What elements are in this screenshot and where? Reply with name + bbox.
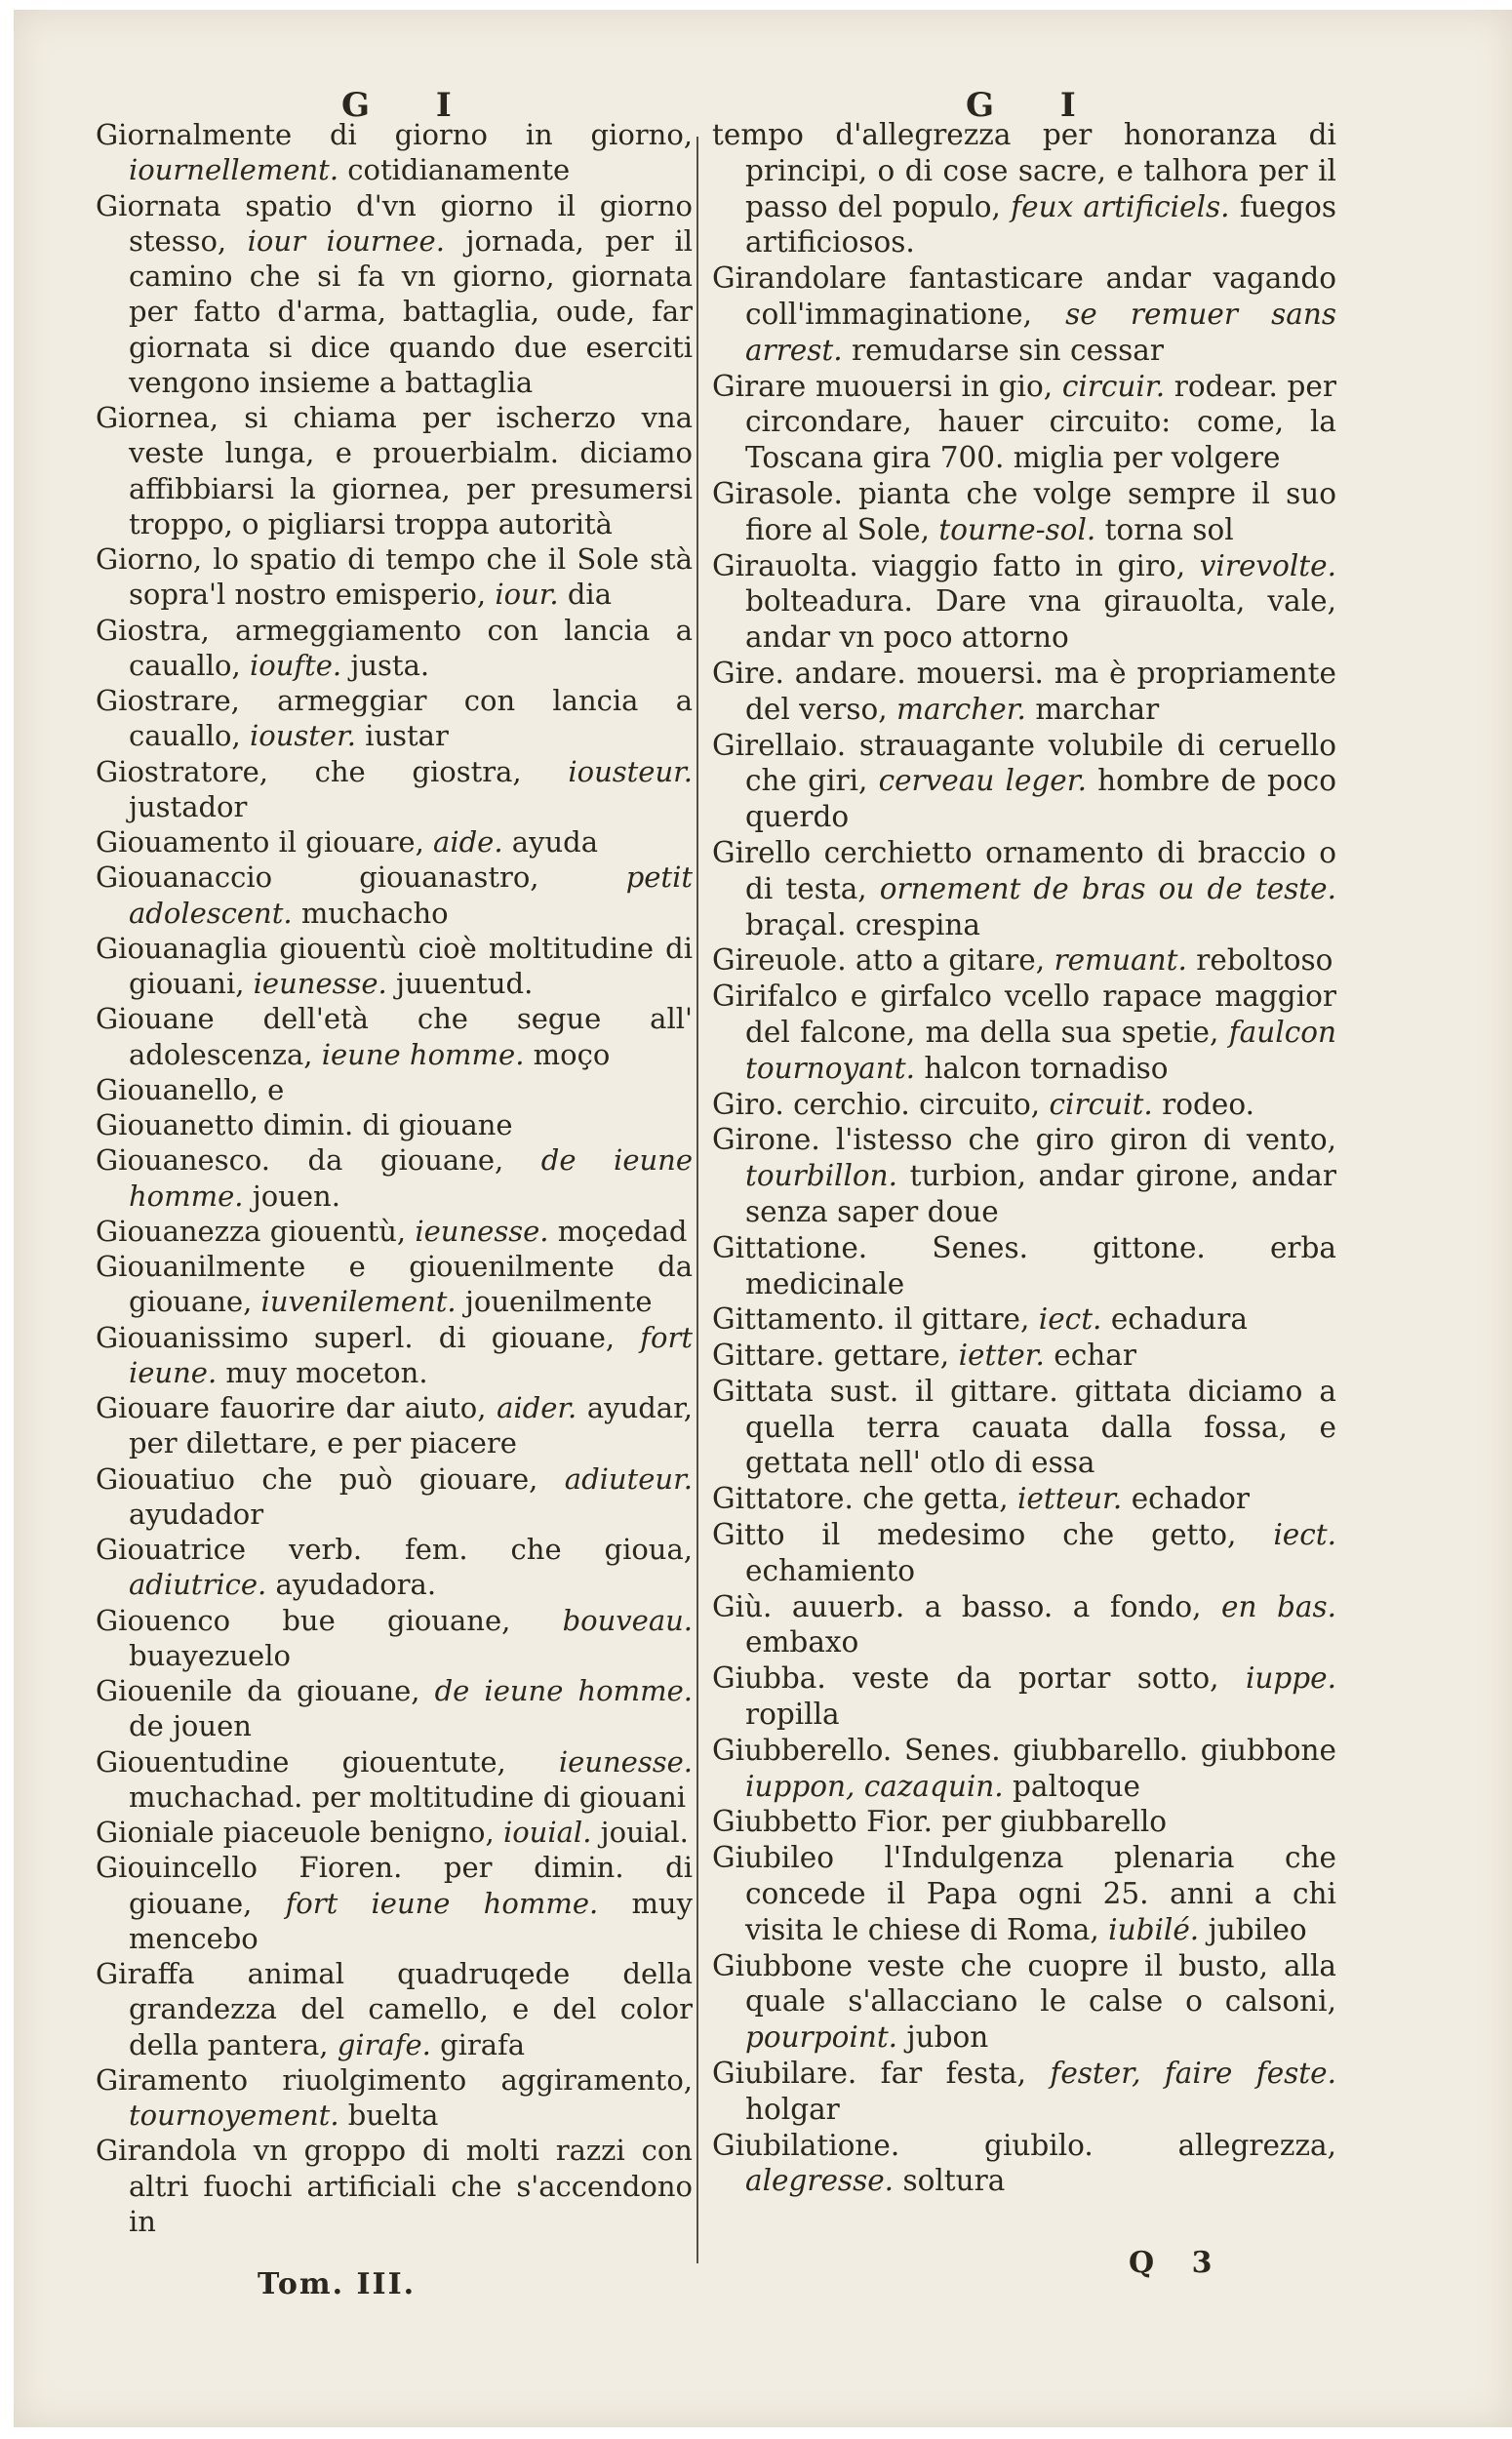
dictionary-entry [712, 548, 1336, 656]
entry-headword: Giramento riuolgimento aggiramento, [96, 2062, 693, 2097]
dictionary-entry [712, 117, 1336, 260]
entry-spanish: justa. [350, 648, 430, 682]
entry-spanish: remudarse sin cessar [852, 333, 1164, 367]
entry-french: ieunesse. [415, 1214, 549, 1248]
entry-headword: Girone. l'istesso che giro giron di vento, [712, 1123, 1336, 1157]
entry-french: de ieune homme. [129, 1143, 693, 1213]
entry-french: cerveau leger. [878, 764, 1087, 798]
entry-spanish: moço [533, 1037, 611, 1071]
dictionary-entry [712, 1230, 1336, 1302]
dictionary-entry [712, 1517, 1336, 1589]
dictionary-entry [96, 1320, 693, 1391]
entry-headword: Giouanilmente e giouenilmente da giouane, [96, 1250, 693, 1319]
entry-headword: Giouentudine giouentute, [96, 1744, 506, 1779]
entry-headword: Giorno, lo spatio di tempo che il Sole stà sopra'l nostro emisperio, [96, 542, 693, 612]
entry-french: ieune homme. [321, 1037, 525, 1071]
entry-headword: Gittamento. il gittare, [712, 1302, 1030, 1337]
dictionary-entry [96, 1142, 693, 1214]
entry-headword: Giraffa animal quadruqede della grandezza del camello, e del color della pantera, [96, 1957, 693, 2061]
entry-spanish: iustar [365, 719, 449, 753]
entry-french: ieunesse. [558, 1744, 693, 1779]
dictionary-entry [712, 728, 1336, 835]
entry-headword: Gioniale piaceuole benigno, [96, 1816, 495, 1849]
column-rule [696, 137, 698, 2263]
entry-spanish: echadura [1110, 1302, 1248, 1337]
entry-french: ornement de bras ou de teste. [879, 871, 1336, 905]
entry-headword: Gittatione. Senes. gittone. erba medicinale [712, 1230, 1336, 1300]
entry-spanish: moçedad [557, 1214, 688, 1248]
entry-headword: Giouanaccio giouanastro, [96, 860, 539, 895]
dictionary-entry [96, 1603, 693, 1674]
entry-french: alegresse. [745, 2164, 895, 2198]
entry-spanish: echar [1054, 1339, 1136, 1373]
entry-french: iect. [1038, 1302, 1102, 1337]
entry-french: circuir. [1061, 369, 1166, 403]
dictionary-entry [712, 2128, 1336, 2200]
entry-french: ietteur. [1017, 1482, 1123, 1516]
entry-spanish: jouenilmente [464, 1285, 653, 1319]
entry-headword: Giostratore, che giostra, [96, 754, 522, 788]
entry-headword: Gittata sust. il gittare. gittata diciamo a quella terra cauata dalla fossa, e gettata nell' otlo di essa [712, 1374, 1336, 1480]
entry-french: circuit. [1049, 1087, 1153, 1121]
entry-headword: Gittatore. che getta, [712, 1482, 1009, 1516]
entry-headword: Gittare. gettare, [712, 1339, 950, 1373]
dictionary-entry [96, 1107, 693, 1142]
entry-french: tourbillon. [745, 1159, 898, 1193]
entry-french: tournoyement. [129, 2099, 339, 2132]
entry-spanish: jubileo [1208, 1912, 1307, 1946]
left-column [96, 117, 693, 2310]
entry-spanish: jouen. [252, 1179, 340, 1213]
running-head-right: G I [966, 86, 1103, 125]
dictionary-entry [712, 1589, 1336, 1661]
dictionary-entry [96, 1956, 693, 2062]
dictionary-entry [712, 260, 1336, 368]
entry-spanish: reboltoso [1196, 943, 1333, 978]
entry-spanish: paltoque [1013, 1769, 1140, 1803]
entry-spanish: girafa [440, 2027, 526, 2061]
entry-headword: Gireuole. atto a gitare, [712, 943, 1046, 978]
dictionary-entry [96, 931, 693, 1002]
entry-headword: Giouanissimo superl. di giouane, [96, 1320, 616, 1354]
entry-spanish: ropilla [745, 1698, 840, 1732]
entry-spanish: muchacho [300, 896, 449, 930]
entry-headword: Giouare fauorire dar aiuto, [96, 1391, 487, 1424]
entry-french: bouveau. [562, 1603, 694, 1637]
dictionary-entry [712, 1660, 1336, 1733]
entry-headword: Giubbone veste che cuopre il busto, alla quale s'allacciano le calse o calsoni, [712, 1948, 1336, 2019]
dictionary-entry [712, 1804, 1336, 1840]
entry-headword: Giouamento il giouare, [96, 825, 424, 859]
signature-mark: Q 3 [1129, 2246, 1226, 2280]
entry-headword: Giouane dell'età che segue all' adolescenza, [96, 1002, 693, 1071]
entry-spanish: ayudador [129, 1497, 264, 1531]
dictionary-entry [712, 1948, 1336, 2056]
dictionary-entry [712, 835, 1336, 942]
dictionary-entry [96, 1532, 693, 1603]
entry-headword: Giouanetto dimin. di giouane [96, 1108, 513, 1141]
entry-french: iour iournee. [247, 223, 445, 258]
entry-spanish: buelta [347, 2099, 439, 2132]
entry-headword: Giouanello, e [96, 1072, 285, 1106]
dictionary-entry [96, 1673, 693, 1744]
entry-spanish: jouial. [600, 1816, 689, 1849]
entry-french: remuant. [1054, 943, 1187, 978]
right-column [712, 117, 1336, 2310]
entry-headword: Giù. auuerb. a basso. a fondo, [712, 1589, 1202, 1623]
entry-headword: Giouincello Fioren. per dimin. di giouane, [96, 1851, 693, 1920]
dictionary-entry [96, 1461, 693, 1533]
dictionary-entry [96, 1214, 693, 1249]
entry-headword: Giubba. veste da portar sotto, [712, 1661, 1219, 1696]
entry-french: aider. [497, 1391, 577, 1424]
entry-french: virevolte. [1199, 548, 1336, 582]
dictionary-entry [96, 400, 693, 541]
entry-spanish: marchar [1035, 692, 1160, 726]
entry-spanish: jornada, per il camino che si fa vn giorno, giornata per fatto d'arma, battaglia, oude, far giornata si dice quando due eserciti vengono insieme a battaglia [129, 223, 693, 399]
entry-headword: Giro. cerchio. circuito, [712, 1087, 1041, 1121]
entry-spanish: soltura [902, 2164, 1006, 2198]
entry-spanish: echador [1131, 1482, 1251, 1516]
dictionary-entry [96, 117, 693, 188]
dictionary-entry [96, 2062, 693, 2134]
entry-french: adiuteur. [564, 1461, 693, 1496]
dictionary-entry [96, 1072, 693, 1107]
entry-spanish: holgar [745, 2092, 840, 2126]
dictionary-entry [96, 683, 693, 754]
dictionary-entry [96, 541, 693, 613]
dictionary-entry [96, 188, 693, 401]
entry-french: iour. [495, 578, 559, 612]
entry-french: ietter. [958, 1339, 1045, 1373]
dictionary-entry [712, 1122, 1336, 1229]
entry-headword: Giubileo l'Indulgenza plenaria che concede il Papa ogni 25. anni a chi visita le chiese di Roma, [712, 1841, 1336, 1946]
entry-french: feux artificiels. [1011, 189, 1230, 223]
entry-spanish: justador [129, 789, 248, 823]
entry-headword: tempo d'allegrezza per honoranza di principi, o di cose sacre, e talhora per il passo del populo, [712, 118, 1336, 223]
dictionary-entry [712, 1840, 1336, 1947]
entry-spanish: muy moceton. [225, 1355, 428, 1389]
entry-french: aide. [433, 825, 503, 859]
entry-spanish: muchachad. per moltitudine di giouani [129, 1779, 687, 1814]
dictionary-entry [712, 369, 1336, 476]
dictionary-entry [712, 1338, 1336, 1374]
dictionary-entry [96, 824, 693, 860]
entry-french: fester, faire feste. [1050, 2057, 1336, 2091]
entry-spanish: dia [567, 578, 612, 612]
entry-spanish: juuentud. [395, 967, 534, 1000]
entry-headword: Girandola vn groppo di molti razzi con altri fuochi artificiali che s'accendono in [96, 2134, 693, 2238]
entry-french: petit adolescent. [129, 860, 693, 930]
entry-headword: Giubbetto Fior. per giubbarello [712, 1805, 1168, 1839]
dictionary-entry [96, 1815, 693, 1850]
entry-spanish: braçal. crespina [745, 907, 980, 941]
entry-spanish: fuegos artificiosos. [745, 189, 1336, 260]
dictionary-entry [96, 1390, 693, 1461]
entry-headword: Giouatrice verb. fem. che gioua, [96, 1533, 693, 1566]
dictionary-entry [96, 1744, 693, 1816]
entry-spanish: jubon [906, 2020, 989, 2055]
dictionary-entry [712, 476, 1336, 548]
entry-french: iuvenilement. [260, 1285, 457, 1319]
entry-headword: Girello cerchietto ornamento di braccio o di testa, [712, 835, 1336, 905]
entry-spanish: buayezuelo [129, 1638, 291, 1672]
entry-french: pourpoint. [745, 2020, 898, 2055]
dictionary-entry [712, 979, 1336, 1086]
entry-spanish: echamiento [745, 1553, 916, 1587]
entry-french: iuppon, cazaquin. [745, 1769, 1004, 1803]
entry-french: iouial. [502, 1816, 592, 1849]
dictionary-entry [712, 1733, 1336, 1805]
entry-spanish: ayudadora. [275, 1568, 437, 1602]
entry-french: iect. [1273, 1518, 1336, 1552]
entry-headword: Giornalmente di giorno in giorno, [96, 118, 693, 151]
entry-headword: Giornea, si chiama per ischerzo vna veste lunga, e prouerbialm. diciamo affibbiarsi la giornea, per presumersi troppo, o pigliarsi troppa autorità [96, 401, 693, 540]
entry-headword: Gitto il medesimo che getto, [712, 1518, 1237, 1552]
entry-spanish: hombre de poco querdo [745, 764, 1336, 834]
entry-headword: Girandolare fantasticare andar vagando coll'immaginatione, [712, 261, 1336, 331]
entry-french: fort ieune homme. [285, 1886, 599, 1920]
entry-spanish: rodeo. [1162, 1087, 1254, 1121]
entry-french: se remuer sans arrest. [745, 297, 1336, 367]
entry-spanish: ayuda [511, 825, 598, 859]
entry-spanish: bolteadura. Dare vna girauolta, vale, andar vn poco attorno [745, 584, 1336, 655]
entry-headword: Girifalco e girfalco vcello rapace maggior del falcone, ma della sua spetie, [712, 980, 1336, 1049]
entry-spanish: halcon tornadiso [924, 1051, 1169, 1085]
entry-headword: Giouanaglia giouentù cioè moltitudine di giouani, [96, 931, 693, 1000]
entry-spanish: de jouen [129, 1709, 252, 1743]
entry-french: iuppe. [1245, 1661, 1336, 1696]
entry-french: ieunesse. [253, 967, 387, 1000]
dictionary-entry [96, 1249, 693, 1320]
entry-french: iubilé. [1108, 1912, 1200, 1946]
entry-spanish: ayudar, per dilettare, e per piacere [129, 1391, 693, 1460]
entry-headword: Girasole. pianta che volge sempre il suo fiore al Sole, [712, 476, 1336, 546]
volume-label: Tom. III. [258, 2267, 417, 2301]
entry-french: marcher. [896, 692, 1026, 726]
entry-headword: Giouanezza giouentù, [96, 1214, 407, 1248]
entry-french: de ieune homme. [434, 1674, 693, 1707]
entry-headword: Giouenco bue giouane, [96, 1603, 511, 1637]
entry-headword: Giubilare. far festa, [712, 2057, 1027, 2091]
entry-spanish: cotidianamente [347, 153, 571, 187]
entry-spanish: muy mencebo [129, 1886, 693, 1955]
dictionary-entry [96, 1850, 693, 1956]
entry-spanish: turbion, andar girone, andar senza saper doue [745, 1159, 1336, 1228]
dictionary-entry [712, 656, 1336, 728]
entry-french: ioufte. [249, 648, 342, 682]
entry-french: iournellement. [129, 153, 339, 187]
running-head-left: G I [341, 86, 479, 125]
entry-headword: Giubilatione. giubilo. allegrezza, [712, 2128, 1336, 2162]
entry-headword: Giouenile da giouane, [96, 1674, 420, 1707]
dictionary-entry [712, 1481, 1336, 1517]
entry-french: en bas. [1221, 1589, 1336, 1623]
book-page [14, 10, 1512, 2427]
entry-headword: Girauolta. viaggio fatto in giro, [712, 548, 1186, 582]
entry-headword: Gire. andare. mouersi. ma è propriamente del verso, [712, 656, 1336, 726]
entry-headword: Giostrare, armeggiar con lancia a cauallo, [96, 684, 693, 753]
dictionary-entry [96, 613, 693, 684]
dictionary-entry [96, 860, 693, 931]
entry-french: iouster. [249, 719, 356, 753]
entry-french: girafe. [337, 2027, 431, 2061]
entry-spanish: rodear. per circondare, hauer circuito: come, la Toscana gira 700. miglia per volgere [745, 369, 1336, 475]
dictionary-entry [712, 1374, 1336, 1481]
entry-headword: Giostra, armeggiamento con lancia a cauallo, [96, 613, 693, 682]
dictionary-entry [712, 1087, 1336, 1123]
entry-french: faulcon tournoyant. [745, 1015, 1336, 1085]
entry-french: adiutrice. [129, 1568, 267, 1602]
entry-french: iousteur. [568, 754, 694, 788]
dictionary-entry [96, 754, 693, 825]
entry-headword: Giubberello. Senes. giubbarello. giubbone [712, 1733, 1336, 1767]
dictionary-entry [712, 1301, 1336, 1338]
entry-french: fort ieune. [129, 1320, 694, 1389]
entry-spanish: torna sol [1104, 512, 1234, 546]
entry-headword: Girellaio. strauagante volubile di ceruello che giri, [712, 728, 1336, 798]
dictionary-entry [96, 2133, 693, 2239]
entry-headword: Girare muouersi in gio, [712, 369, 1054, 403]
entry-headword: Giornata spatio d'vn giorno il giorno stesso, [96, 188, 693, 258]
entry-headword: Giouatiuo che può giouare, [96, 1461, 538, 1496]
dictionary-entry [96, 1001, 693, 1072]
entry-headword: Giouanesco. da giouane, [96, 1143, 504, 1178]
entry-spanish: embaxo [745, 1625, 859, 1659]
dictionary-entry [712, 2056, 1336, 2128]
entry-french: tourne-sol. [938, 512, 1096, 546]
dictionary-entry [712, 942, 1336, 979]
